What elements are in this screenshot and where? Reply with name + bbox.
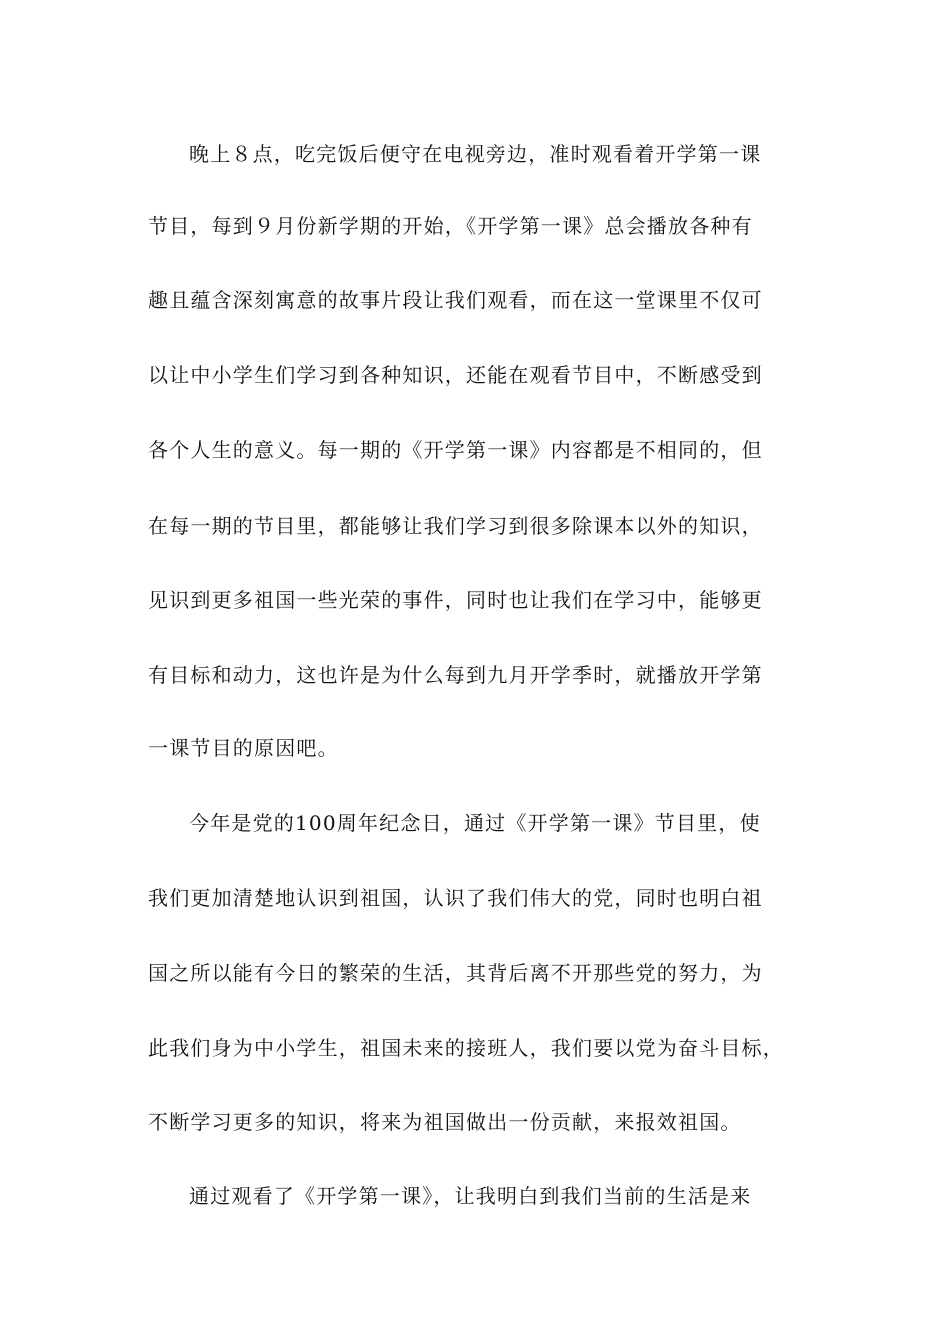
paragraph-1-line-6: 在每一期的节目里，都能够让我们学习到很多除课本以外的知识， [148, 514, 763, 538]
paragraph-2-line-5: 不断学习更多的知识，将来为祖国做出一份贡献，来报效祖国。 [148, 1110, 742, 1134]
paragraph-1-line-5: 各个人生的意义。每一期的《开学第一课》内容都是不相同的，但 [148, 438, 763, 462]
paragraph-2-line-2: 我们更加清楚地认识到祖国，认识了我们伟大的党，同时也明白祖 [148, 886, 763, 910]
paragraph-1-line-3: 趣且蕴含深刻寓意的故事片段让我们观看，而在这一堂课里不仅可 [148, 288, 763, 312]
paragraph-1-line-4: 以让中小学生们学习到各种知识，还能在观看节目中，不断感受到 [148, 363, 763, 387]
paragraph-2-line-4: 此我们身为中小学生，祖国未来的接班人，我们要以党为奋斗目标， [148, 1036, 784, 1060]
paragraph-3-line-1: 通过观看了《开学第一课》，让我明白到我们当前的生活是来 [189, 1184, 752, 1208]
paragraph-1-line-9: 一课节目的原因吧。 [148, 736, 339, 760]
paragraph-1-line-2: 节目，每到９月份新学期的开始，《开学第一课》总会播放各种有 [148, 214, 753, 238]
paragraph-2-line-1: 今年是党的100周年纪念日，通过《开学第一课》节目里，使 [189, 811, 761, 835]
paragraph-1-line-1: 晚上８点，吃完饭后便守在电视旁边，准时观看着开学第一课 [189, 142, 762, 166]
paragraph-1-line-7: 见识到更多祖国一些光荣的事件，同时也让我们在学习中，能够更 [148, 588, 763, 612]
paragraph-2-line-3: 国之所以能有今日的繁荣的生活，其背后离不开那些党的努力，为 [148, 961, 763, 985]
paragraph-1-line-8: 有目标和动力，这也许是为什么每到九月开学季时，就播放开学第 [148, 663, 763, 687]
